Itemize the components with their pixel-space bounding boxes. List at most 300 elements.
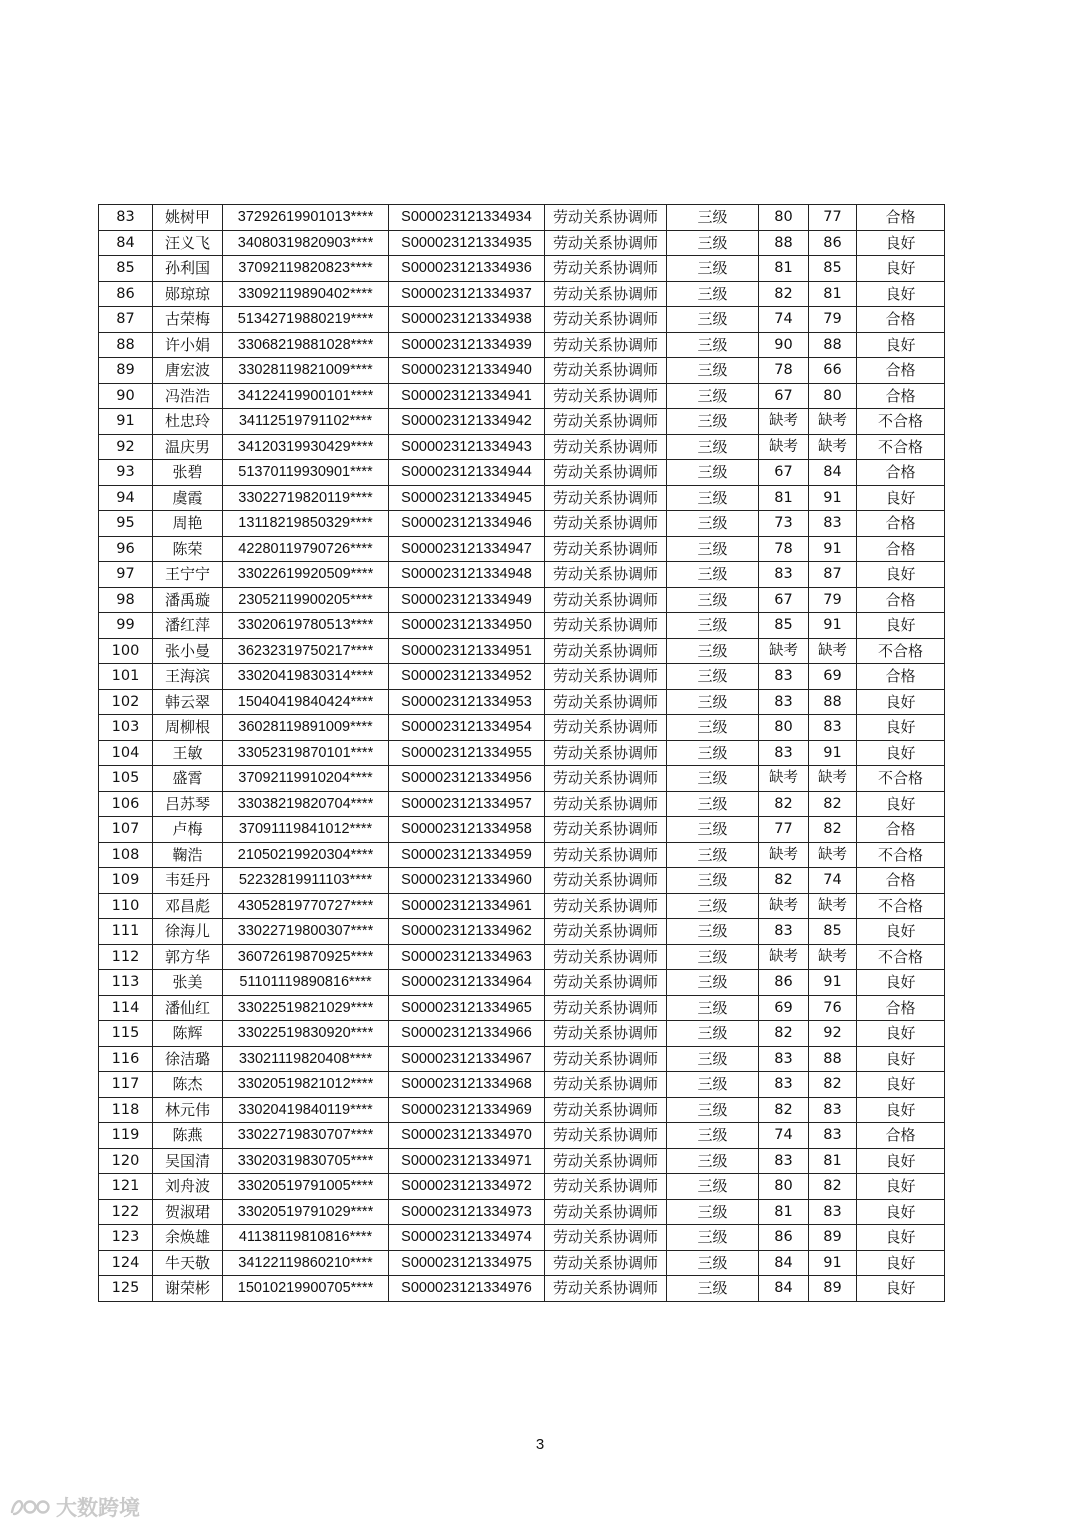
occupation-cell: 劳动关系协调师 xyxy=(545,485,667,511)
row-number: 103 xyxy=(99,715,153,741)
level-cell: 三级 xyxy=(667,230,759,256)
skill-score-cell: 89 xyxy=(809,1225,857,1251)
table-row xyxy=(99,1250,945,1276)
watermark-logo-icon xyxy=(8,1494,52,1520)
theory-score-cell: 67 xyxy=(759,460,809,486)
level-cell: 三级 xyxy=(667,664,759,690)
level-cell: 三级 xyxy=(667,638,759,664)
level-cell: 三级 xyxy=(667,766,759,792)
level-cell: 三级 xyxy=(667,562,759,588)
table-row xyxy=(99,1046,945,1072)
name-cell: 余焕雄 xyxy=(153,1225,223,1251)
name-cell: 王敏 xyxy=(153,740,223,766)
result-cell: 良好 xyxy=(857,1276,945,1302)
skill-score-cell: 84 xyxy=(809,460,857,486)
result-cell: 良好 xyxy=(857,613,945,639)
skill-score-cell: 91 xyxy=(809,613,857,639)
result-cell: 合格 xyxy=(857,817,945,843)
name-cell: 王海滨 xyxy=(153,664,223,690)
table-row xyxy=(99,358,945,384)
theory-score-cell: 83 xyxy=(759,740,809,766)
watermark-text: 大数跨境 xyxy=(56,1496,140,1520)
certificate-number-cell: S000023121334955 xyxy=(389,740,545,766)
level-cell: 三级 xyxy=(667,740,759,766)
row-number: 100 xyxy=(99,638,153,664)
certificate-number-cell: S000023121334938 xyxy=(389,307,545,333)
level-cell: 三级 xyxy=(667,995,759,1021)
level-cell: 三级 xyxy=(667,868,759,894)
name-cell: 姚树甲 xyxy=(153,205,223,231)
id-number-cell: 33020419840119**** xyxy=(223,1097,389,1123)
certificate-number-cell: S000023121334949 xyxy=(389,587,545,613)
result-cell: 良好 xyxy=(857,332,945,358)
name-cell: 潘仙红 xyxy=(153,995,223,1021)
theory-score-cell: 80 xyxy=(759,205,809,231)
row-number: 98 xyxy=(99,587,153,613)
result-cell: 良好 xyxy=(857,1046,945,1072)
certificate-number-cell: S000023121334965 xyxy=(389,995,545,1021)
theory-score-cell: 缺考 xyxy=(759,766,809,792)
level-cell: 三级 xyxy=(667,1072,759,1098)
result-cell: 合格 xyxy=(857,205,945,231)
name-cell: 韦廷丹 xyxy=(153,868,223,894)
theory-score-cell: 84 xyxy=(759,1276,809,1302)
occupation-cell: 劳动关系协调师 xyxy=(545,460,667,486)
skill-score-cell: 77 xyxy=(809,205,857,231)
row-number: 114 xyxy=(99,995,153,1021)
certificate-number-cell: S000023121334968 xyxy=(389,1072,545,1098)
row-number: 99 xyxy=(99,613,153,639)
skill-score-cell: 85 xyxy=(809,256,857,282)
table-row xyxy=(99,1148,945,1174)
row-number: 111 xyxy=(99,919,153,945)
theory-score-cell: 缺考 xyxy=(759,409,809,435)
theory-score-cell: 缺考 xyxy=(759,893,809,919)
result-cell: 良好 xyxy=(857,281,945,307)
table-row xyxy=(99,766,945,792)
result-cell: 良好 xyxy=(857,485,945,511)
occupation-cell: 劳动关系协调师 xyxy=(545,205,667,231)
theory-score-cell: 83 xyxy=(759,1072,809,1098)
certificate-number-cell: S000023121334939 xyxy=(389,332,545,358)
table-row xyxy=(99,205,945,231)
theory-score-cell: 77 xyxy=(759,817,809,843)
table-row xyxy=(99,995,945,1021)
name-cell: 吴国清 xyxy=(153,1148,223,1174)
id-number-cell: 34120319930429**** xyxy=(223,434,389,460)
results-table xyxy=(98,204,945,1302)
name-cell: 潘禹璇 xyxy=(153,587,223,613)
certificate-number-cell: S000023121334966 xyxy=(389,1021,545,1047)
row-number: 101 xyxy=(99,664,153,690)
table-row xyxy=(99,230,945,256)
result-cell: 不合格 xyxy=(857,409,945,435)
occupation-cell: 劳动关系协调师 xyxy=(545,536,667,562)
theory-score-cell: 78 xyxy=(759,358,809,384)
occupation-cell: 劳动关系协调师 xyxy=(545,817,667,843)
theory-score-cell: 82 xyxy=(759,791,809,817)
table-row xyxy=(99,893,945,919)
occupation-cell: 劳动关系协调师 xyxy=(545,511,667,537)
skill-score-cell: 91 xyxy=(809,1250,857,1276)
skill-score-cell: 88 xyxy=(809,332,857,358)
id-number-cell: 33092119890402**** xyxy=(223,281,389,307)
id-number-cell: 36072619870925**** xyxy=(223,944,389,970)
certificate-number-cell: S000023121334962 xyxy=(389,919,545,945)
result-cell: 不合格 xyxy=(857,842,945,868)
skill-score-cell: 83 xyxy=(809,1199,857,1225)
skill-score-cell: 86 xyxy=(809,230,857,256)
theory-score-cell: 缺考 xyxy=(759,944,809,970)
row-number: 121 xyxy=(99,1174,153,1200)
result-cell: 不合格 xyxy=(857,766,945,792)
certificate-number-cell: S000023121334958 xyxy=(389,817,545,843)
occupation-cell: 劳动关系协调师 xyxy=(545,868,667,894)
row-number: 88 xyxy=(99,332,153,358)
skill-score-cell: 89 xyxy=(809,1276,857,1302)
id-number-cell: 33020519821012**** xyxy=(223,1072,389,1098)
level-cell: 三级 xyxy=(667,511,759,537)
occupation-cell: 劳动关系协调师 xyxy=(545,1250,667,1276)
table-row xyxy=(99,1199,945,1225)
result-cell: 合格 xyxy=(857,383,945,409)
result-cell: 良好 xyxy=(857,1021,945,1047)
certificate-number-cell: S000023121334950 xyxy=(389,613,545,639)
occupation-cell: 劳动关系协调师 xyxy=(545,383,667,409)
level-cell: 三级 xyxy=(667,970,759,996)
row-number: 94 xyxy=(99,485,153,511)
theory-score-cell: 86 xyxy=(759,970,809,996)
occupation-cell: 劳动关系协调师 xyxy=(545,613,667,639)
certificate-number-cell: S000023121334954 xyxy=(389,715,545,741)
skill-score-cell: 缺考 xyxy=(809,893,857,919)
table-row xyxy=(99,1097,945,1123)
row-number: 122 xyxy=(99,1199,153,1225)
theory-score-cell: 83 xyxy=(759,562,809,588)
occupation-cell: 劳动关系协调师 xyxy=(545,740,667,766)
level-cell: 三级 xyxy=(667,587,759,613)
occupation-cell: 劳动关系协调师 xyxy=(545,1097,667,1123)
occupation-cell: 劳动关系协调师 xyxy=(545,919,667,945)
row-number: 92 xyxy=(99,434,153,460)
theory-score-cell: 80 xyxy=(759,1174,809,1200)
theory-score-cell: 90 xyxy=(759,332,809,358)
result-cell: 不合格 xyxy=(857,893,945,919)
name-cell: 虞霞 xyxy=(153,485,223,511)
id-number-cell: 33020619780513**** xyxy=(223,613,389,639)
row-number: 124 xyxy=(99,1250,153,1276)
name-cell: 孙利国 xyxy=(153,256,223,282)
table-row xyxy=(99,1174,945,1200)
row-number: 87 xyxy=(99,307,153,333)
level-cell: 三级 xyxy=(667,893,759,919)
theory-score-cell: 86 xyxy=(759,1225,809,1251)
id-number-cell: 33020419830314**** xyxy=(223,664,389,690)
id-number-cell: 34122119860210**** xyxy=(223,1250,389,1276)
id-number-cell: 41138119810816**** xyxy=(223,1225,389,1251)
id-number-cell: 51101119890816**** xyxy=(223,970,389,996)
occupation-cell: 劳动关系协调师 xyxy=(545,562,667,588)
result-cell: 合格 xyxy=(857,664,945,690)
certificate-number-cell: S000023121334936 xyxy=(389,256,545,282)
theory-score-cell: 83 xyxy=(759,1046,809,1072)
name-cell: 陈辉 xyxy=(153,1021,223,1047)
theory-score-cell: 83 xyxy=(759,1148,809,1174)
level-cell: 三级 xyxy=(667,409,759,435)
certificate-number-cell: S000023121334947 xyxy=(389,536,545,562)
table-row xyxy=(99,740,945,766)
row-number: 115 xyxy=(99,1021,153,1047)
certificate-number-cell: S000023121334934 xyxy=(389,205,545,231)
occupation-cell: 劳动关系协调师 xyxy=(545,587,667,613)
skill-score-cell: 76 xyxy=(809,995,857,1021)
level-cell: 三级 xyxy=(667,1148,759,1174)
occupation-cell: 劳动关系协调师 xyxy=(545,256,667,282)
row-number: 104 xyxy=(99,740,153,766)
result-cell: 良好 xyxy=(857,1199,945,1225)
row-number: 117 xyxy=(99,1072,153,1098)
table-row xyxy=(99,256,945,282)
name-cell: 周艳 xyxy=(153,511,223,537)
skill-score-cell: 74 xyxy=(809,868,857,894)
id-number-cell: 13118219850329**** xyxy=(223,511,389,537)
occupation-cell: 劳动关系协调师 xyxy=(545,842,667,868)
skill-score-cell: 缺考 xyxy=(809,434,857,460)
certificate-number-cell: S000023121334945 xyxy=(389,485,545,511)
theory-score-cell: 85 xyxy=(759,613,809,639)
table-row xyxy=(99,1225,945,1251)
result-cell: 合格 xyxy=(857,358,945,384)
id-number-cell: 42280119790726**** xyxy=(223,536,389,562)
level-cell: 三级 xyxy=(667,434,759,460)
certificate-number-cell: S000023121334942 xyxy=(389,409,545,435)
name-cell: 古荣梅 xyxy=(153,307,223,333)
id-number-cell: 37292619901013**** xyxy=(223,205,389,231)
table-row xyxy=(99,868,945,894)
table-row xyxy=(99,460,945,486)
certificate-number-cell: S000023121334972 xyxy=(389,1174,545,1200)
table-row xyxy=(99,434,945,460)
table-row xyxy=(99,791,945,817)
name-cell: 林元伟 xyxy=(153,1097,223,1123)
skill-score-cell: 80 xyxy=(809,383,857,409)
theory-score-cell: 82 xyxy=(759,1021,809,1047)
theory-score-cell: 82 xyxy=(759,1097,809,1123)
table-row xyxy=(99,664,945,690)
id-number-cell: 21050219920304**** xyxy=(223,842,389,868)
name-cell: 徐洁璐 xyxy=(153,1046,223,1072)
occupation-cell: 劳动关系协调师 xyxy=(545,1046,667,1072)
row-number: 108 xyxy=(99,842,153,868)
certificate-number-cell: S000023121334944 xyxy=(389,460,545,486)
certificate-number-cell: S000023121334953 xyxy=(389,689,545,715)
level-cell: 三级 xyxy=(667,205,759,231)
row-number: 96 xyxy=(99,536,153,562)
level-cell: 三级 xyxy=(667,281,759,307)
occupation-cell: 劳动关系协调师 xyxy=(545,230,667,256)
occupation-cell: 劳动关系协调师 xyxy=(545,332,667,358)
result-cell: 合格 xyxy=(857,460,945,486)
skill-score-cell: 缺考 xyxy=(809,766,857,792)
result-cell: 良好 xyxy=(857,1148,945,1174)
level-cell: 三级 xyxy=(667,358,759,384)
result-cell: 良好 xyxy=(857,919,945,945)
name-cell: 徐海儿 xyxy=(153,919,223,945)
id-number-cell: 33022619920509**** xyxy=(223,562,389,588)
name-cell: 贺淑珺 xyxy=(153,1199,223,1225)
level-cell: 三级 xyxy=(667,842,759,868)
page-number: 3 xyxy=(535,1436,545,1453)
row-number: 84 xyxy=(99,230,153,256)
occupation-cell: 劳动关系协调师 xyxy=(545,970,667,996)
certificate-number-cell: S000023121334961 xyxy=(389,893,545,919)
skill-score-cell: 66 xyxy=(809,358,857,384)
name-cell: 温庆男 xyxy=(153,434,223,460)
level-cell: 三级 xyxy=(667,791,759,817)
level-cell: 三级 xyxy=(667,613,759,639)
table-row xyxy=(99,1276,945,1302)
occupation-cell: 劳动关系协调师 xyxy=(545,664,667,690)
row-number: 110 xyxy=(99,893,153,919)
table-row xyxy=(99,536,945,562)
skill-score-cell: 缺考 xyxy=(809,842,857,868)
certificate-number-cell: S000023121334951 xyxy=(389,638,545,664)
row-number: 86 xyxy=(99,281,153,307)
theory-score-cell: 73 xyxy=(759,511,809,537)
name-cell: 邓昌彪 xyxy=(153,893,223,919)
id-number-cell: 36232319750217**** xyxy=(223,638,389,664)
skill-score-cell: 82 xyxy=(809,791,857,817)
occupation-cell: 劳动关系协调师 xyxy=(545,358,667,384)
id-number-cell: 51342719880219**** xyxy=(223,307,389,333)
occupation-cell: 劳动关系协调师 xyxy=(545,434,667,460)
row-number: 90 xyxy=(99,383,153,409)
result-cell: 合格 xyxy=(857,868,945,894)
row-number: 116 xyxy=(99,1046,153,1072)
skill-score-cell: 91 xyxy=(809,740,857,766)
occupation-cell: 劳动关系协调师 xyxy=(545,1148,667,1174)
name-cell: 牛天敬 xyxy=(153,1250,223,1276)
skill-score-cell: 91 xyxy=(809,970,857,996)
skill-score-cell: 82 xyxy=(809,1174,857,1200)
certificate-number-cell: S000023121334971 xyxy=(389,1148,545,1174)
watermark xyxy=(8,1492,140,1522)
certificate-number-cell: S000023121334967 xyxy=(389,1046,545,1072)
certificate-number-cell: S000023121334976 xyxy=(389,1276,545,1302)
table-row xyxy=(99,1021,945,1047)
table-row xyxy=(99,562,945,588)
row-number: 120 xyxy=(99,1148,153,1174)
result-cell: 良好 xyxy=(857,970,945,996)
result-cell: 合格 xyxy=(857,1123,945,1149)
certificate-number-cell: S000023121334941 xyxy=(389,383,545,409)
level-cell: 三级 xyxy=(667,817,759,843)
name-cell: 陈燕 xyxy=(153,1123,223,1149)
certificate-number-cell: S000023121334946 xyxy=(389,511,545,537)
occupation-cell: 劳动关系协调师 xyxy=(545,689,667,715)
table-row xyxy=(99,332,945,358)
id-number-cell: 33020519791005**** xyxy=(223,1174,389,1200)
certificate-number-cell: S000023121334940 xyxy=(389,358,545,384)
result-cell: 良好 xyxy=(857,562,945,588)
certificate-number-cell: S000023121334959 xyxy=(389,842,545,868)
theory-score-cell: 88 xyxy=(759,230,809,256)
result-cell: 良好 xyxy=(857,1174,945,1200)
skill-score-cell: 83 xyxy=(809,1123,857,1149)
table-row xyxy=(99,689,945,715)
skill-score-cell: 88 xyxy=(809,689,857,715)
result-cell: 合格 xyxy=(857,587,945,613)
level-cell: 三级 xyxy=(667,1250,759,1276)
table-row xyxy=(99,919,945,945)
theory-score-cell: 69 xyxy=(759,995,809,1021)
table-row xyxy=(99,587,945,613)
occupation-cell: 劳动关系协调师 xyxy=(545,1072,667,1098)
name-cell: 冯浩浩 xyxy=(153,383,223,409)
level-cell: 三级 xyxy=(667,1199,759,1225)
theory-score-cell: 缺考 xyxy=(759,638,809,664)
id-number-cell: 52232819911103**** xyxy=(223,868,389,894)
row-number: 91 xyxy=(99,409,153,435)
skill-score-cell: 87 xyxy=(809,562,857,588)
skill-score-cell: 81 xyxy=(809,281,857,307)
id-number-cell: 37092119820823**** xyxy=(223,256,389,282)
certificate-number-cell: S000023121334973 xyxy=(389,1199,545,1225)
theory-score-cell: 83 xyxy=(759,664,809,690)
name-cell: 王宁宁 xyxy=(153,562,223,588)
result-cell: 合格 xyxy=(857,995,945,1021)
table-row xyxy=(99,638,945,664)
result-cell: 良好 xyxy=(857,1097,945,1123)
skill-score-cell: 91 xyxy=(809,536,857,562)
level-cell: 三级 xyxy=(667,256,759,282)
theory-score-cell: 67 xyxy=(759,587,809,613)
theory-score-cell: 83 xyxy=(759,689,809,715)
result-cell: 合格 xyxy=(857,307,945,333)
theory-score-cell: 81 xyxy=(759,1199,809,1225)
certificate-number-cell: S000023121334963 xyxy=(389,944,545,970)
id-number-cell: 23052119900205**** xyxy=(223,587,389,613)
table-row xyxy=(99,307,945,333)
level-cell: 三级 xyxy=(667,1276,759,1302)
row-number: 123 xyxy=(99,1225,153,1251)
occupation-cell: 劳动关系协调师 xyxy=(545,1225,667,1251)
row-number: 93 xyxy=(99,460,153,486)
id-number-cell: 33022519830920**** xyxy=(223,1021,389,1047)
level-cell: 三级 xyxy=(667,307,759,333)
name-cell: 许小娟 xyxy=(153,332,223,358)
row-number: 119 xyxy=(99,1123,153,1149)
skill-score-cell: 82 xyxy=(809,1072,857,1098)
skill-score-cell: 81 xyxy=(809,1148,857,1174)
skill-score-cell: 85 xyxy=(809,919,857,945)
id-number-cell: 37092119910204**** xyxy=(223,766,389,792)
table-row xyxy=(99,1123,945,1149)
id-number-cell: 33020319830705**** xyxy=(223,1148,389,1174)
row-number: 97 xyxy=(99,562,153,588)
id-number-cell: 51370119930901**** xyxy=(223,460,389,486)
level-cell: 三级 xyxy=(667,1046,759,1072)
level-cell: 三级 xyxy=(667,1021,759,1047)
name-cell: 郭方华 xyxy=(153,944,223,970)
result-cell: 良好 xyxy=(857,1225,945,1251)
certificate-number-cell: S000023121334943 xyxy=(389,434,545,460)
theory-score-cell: 82 xyxy=(759,868,809,894)
row-number: 83 xyxy=(99,205,153,231)
skill-score-cell: 83 xyxy=(809,1097,857,1123)
table-body xyxy=(99,205,945,1302)
name-cell: 盛霄 xyxy=(153,766,223,792)
